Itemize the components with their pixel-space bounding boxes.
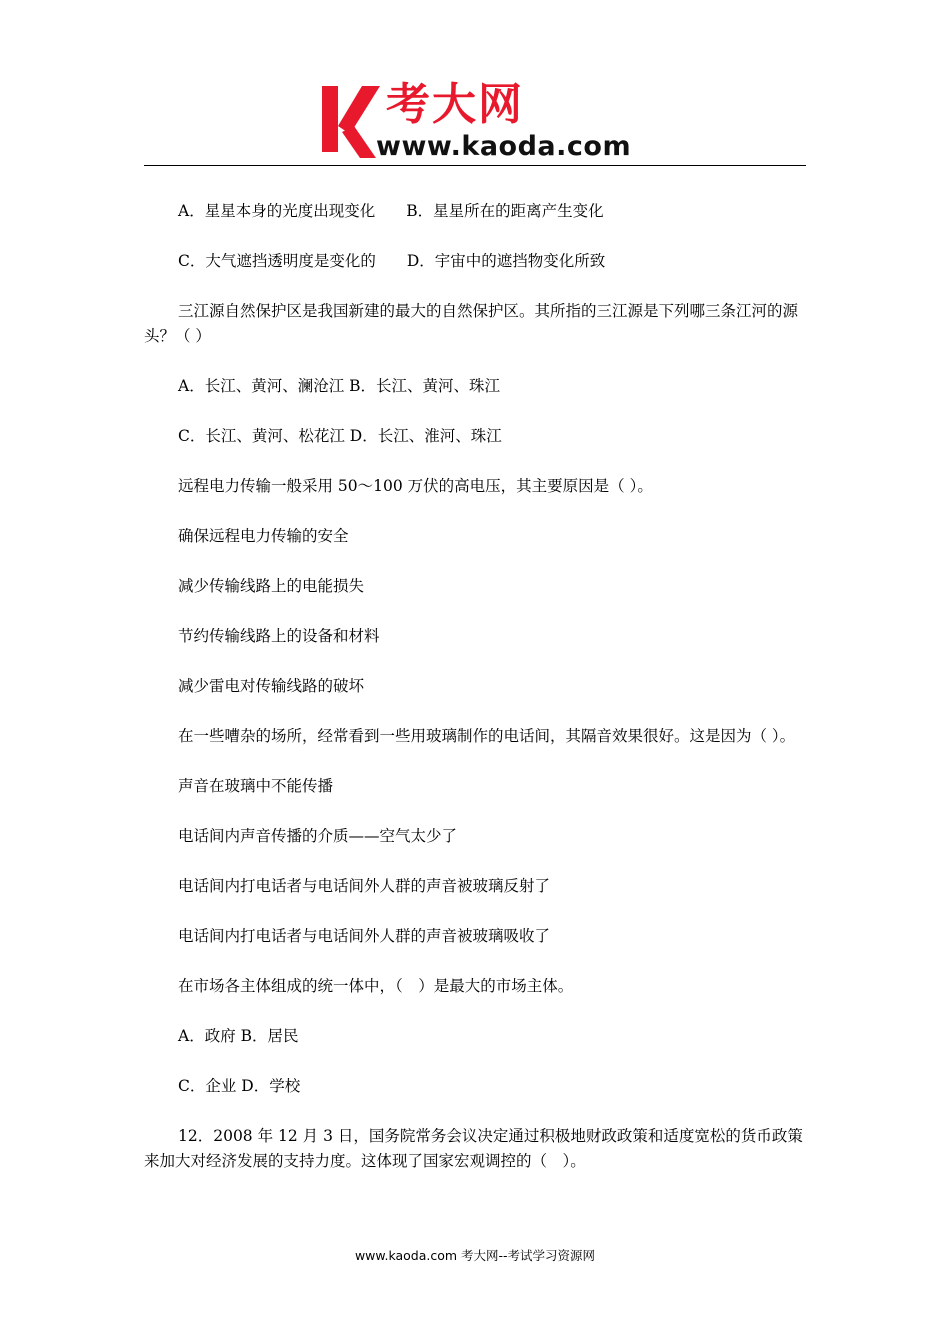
option-line: A．星星本身的光度出现变化 B．星星所在的距离产生变化 bbox=[178, 202, 604, 220]
option-line: 减少雷电对传输线路的破坏 bbox=[178, 677, 365, 695]
option-line: 电话间内打电话者与电话间外人群的声音被玻璃反射了 bbox=[178, 877, 551, 895]
logo-url-text: www.kaoda.com bbox=[376, 131, 632, 162]
option-line: 声音在玻璃中不能传播 bbox=[178, 777, 334, 795]
question-text: 远程电力传输一般采用 50～100 万伏的高电压，其主要原因是（ ）。 bbox=[178, 477, 653, 495]
document-body bbox=[144, 199, 806, 1174]
question-text: 在一些嘈杂的场所，经常看到一些用玻璃制作的电话间，其隔音效果很好。这是因为（ ）。 bbox=[178, 727, 796, 745]
k-logo-icon bbox=[320, 82, 382, 162]
page-footer: www.kaoda.com 考大网--考试学习资源网 bbox=[354, 1248, 596, 1263]
logo-chinese-name: 考大网 bbox=[386, 79, 524, 130]
kaoda-logo bbox=[320, 80, 640, 162]
question-text: 12．2008 年 12 月 3 日，国务院常务会议决定通过积极地财政政策和适度宽松的货币政策来加大对经济发展的支持力度。这体现了国家宏观调控的（ ）。 bbox=[144, 1127, 803, 1170]
header-divider bbox=[144, 165, 806, 166]
option-line: 电话间内声音传播的介质——空气太少了 bbox=[178, 827, 458, 845]
option-line: 节约传输线路上的设备和材料 bbox=[178, 627, 380, 645]
option-line: C．长江、黄河、松花江 D．长江、淮河、珠江 bbox=[178, 427, 502, 445]
option-line: A．政府 B．居民 bbox=[178, 1027, 299, 1045]
option-line: 减少传输线路上的电能损失 bbox=[178, 577, 365, 595]
question-text: 三江源自然保护区是我国新建的最大的自然保护区。其所指的三江源是下列哪三条江河的源头？（ ） bbox=[144, 302, 799, 345]
option-line: A．长江、黄河、澜沧江 B．长江、黄河、珠江 bbox=[178, 377, 501, 395]
page-header bbox=[144, 70, 806, 166]
option-line: 电话间内打电话者与电话间外人群的声音被玻璃吸收了 bbox=[178, 927, 551, 945]
option-line: C．企业 D．学校 bbox=[178, 1077, 301, 1095]
option-line: C．大气遮挡透明度是变化的 D．宇宙中的遮挡物变化所致 bbox=[178, 252, 606, 270]
option-line: 确保远程电力传输的安全 bbox=[178, 527, 349, 545]
question-text: 在市场各主体组成的统一体中，（ ）是最大的市场主体。 bbox=[178, 977, 574, 995]
